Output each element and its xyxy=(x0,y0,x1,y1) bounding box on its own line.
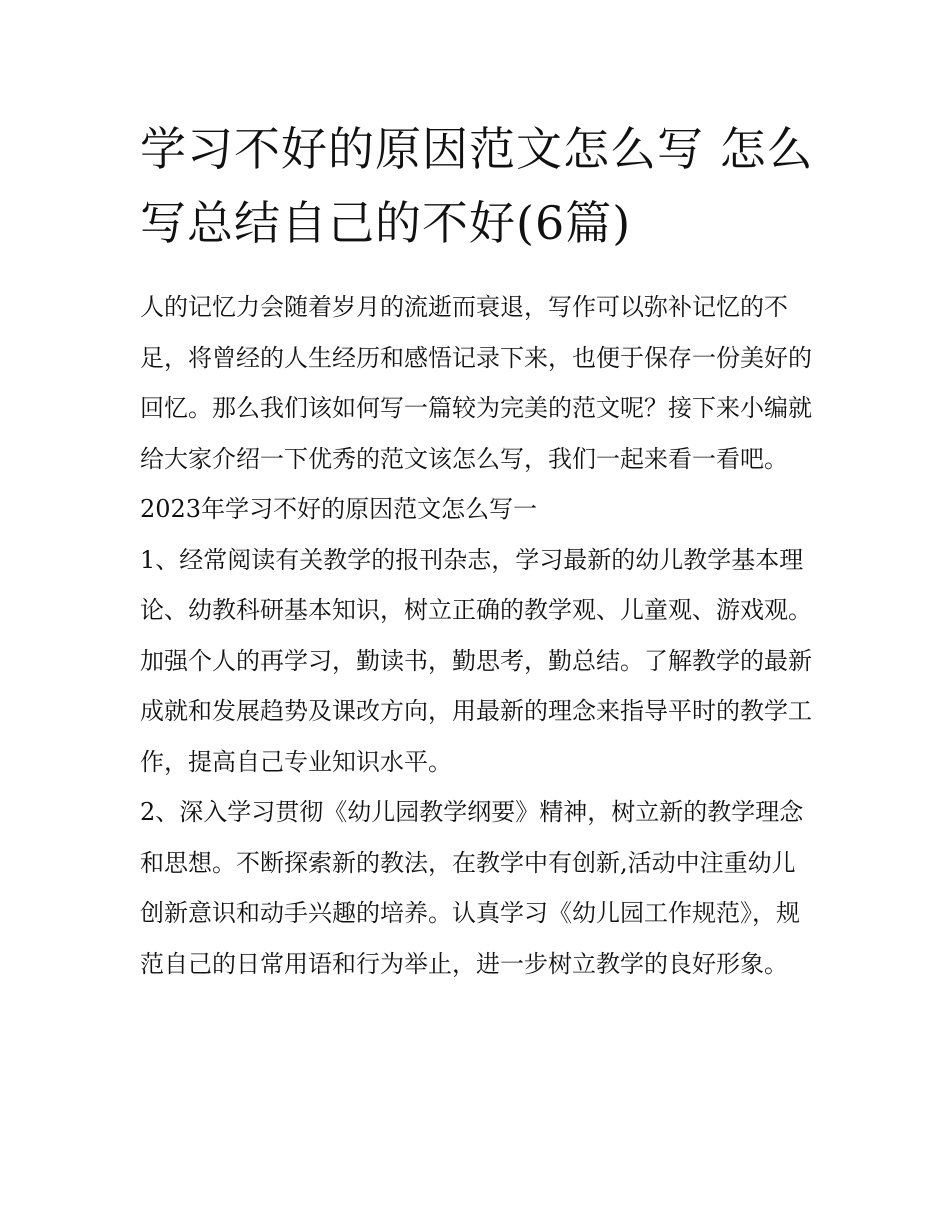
section-heading: 2023年学习不好的原因范文怎么写一 xyxy=(140,495,538,523)
intro-paragraph: 人的记忆力会随着岁月的流逝而衰退，写作可以弥补记忆的不足，将曾经的人生经历和感悟记录下来，也便于保存一份美好的回忆。那么我们该如何写一篇较为完美的范文呢？接下来小编就给大家介绍一下优秀的范文该怎么写，我们一起来看一看吧。 xyxy=(140,293,812,473)
document-body xyxy=(140,282,815,989)
list-item-2: 2、深入学习贯彻《幼儿园教学纲要》精神，树立新的教学理念和思想。不断探索新的教法，在教学中有创新,活动中注重幼儿创新意识和动手兴趣的培养。认真学习《幼儿园工作规范》，规范自己的日常用语和行为举止，进一步树立教学的良好形象。 xyxy=(140,798,804,978)
document-title: 学习不好的原因范文怎么写 怎么写总结自己的不好(6篇) xyxy=(140,122,814,250)
list-item-1: 1、经常阅读有关教学的报刊杂志，学习最新的幼儿教学基本理论、幼教科研基本知识，树立正确的教学观、儿童观、游戏观。加强个人的再学习，勤读书，勤思考，勤总结。了解教学的最新成就和发展趋势及课改方向，用最新的理念来指导平时的教学工作，提高自己专业知识水平。 xyxy=(140,545,812,776)
document-page xyxy=(140,112,815,989)
